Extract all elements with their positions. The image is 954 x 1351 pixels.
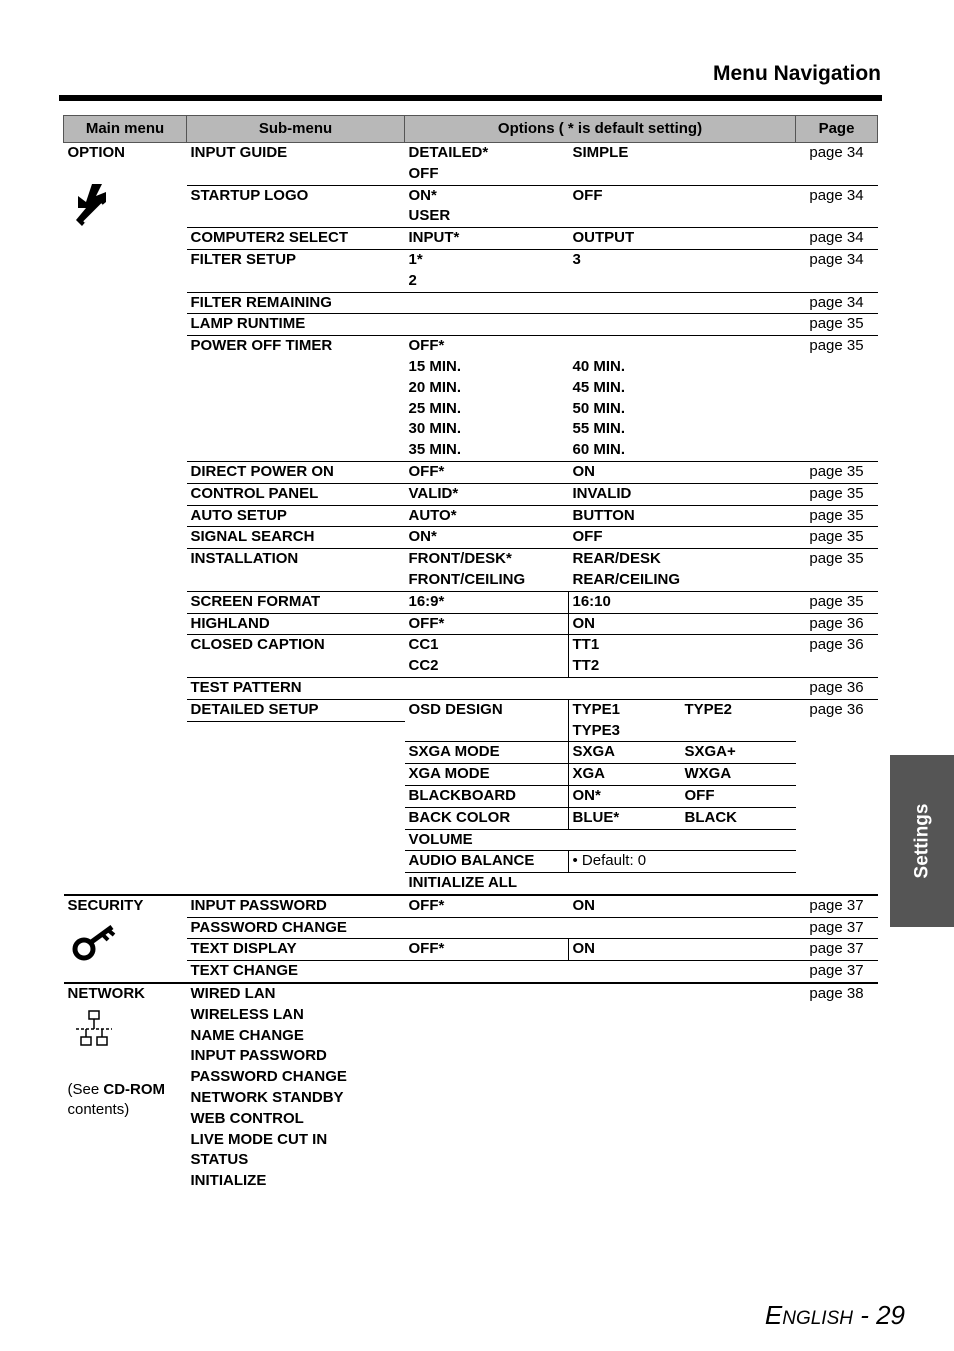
- options-input-guide: [405, 143, 796, 186]
- table-row: [64, 917, 878, 939]
- list-item: NETWORK STANDBY: [190, 1089, 344, 1107]
- option-value: TT2: [572, 657, 600, 675]
- network-note: [68, 1080, 183, 1122]
- page-ref: page 35: [796, 549, 878, 592]
- options-screen-format: [405, 591, 796, 613]
- option-value: 40 MIN.: [572, 357, 626, 375]
- option-value: OUTPUT: [572, 229, 635, 247]
- options-computer2-select: [405, 228, 796, 250]
- detail-row-blackboard: [405, 786, 796, 808]
- page-ref: page 34: [796, 292, 878, 314]
- option-value: INVALID: [572, 484, 632, 502]
- option-value: 25 MIN.: [408, 399, 462, 417]
- page-ref: page 35: [796, 483, 878, 505]
- option-value: OFF: [408, 164, 439, 182]
- options-filter-setup: [405, 249, 796, 292]
- option-value: 2: [408, 271, 417, 289]
- option-value: FRONT/DESK*: [408, 550, 512, 568]
- list-item: WEB CONTROL: [190, 1109, 304, 1127]
- option-value: 16:9*: [405, 592, 569, 613]
- detail-label: AUDIO BALANCE: [405, 851, 569, 872]
- page-ref: page 35: [796, 527, 878, 549]
- option-value: INPUT*: [408, 229, 460, 247]
- menu-navigation-table: [63, 115, 878, 1192]
- option-value: CC1: [405, 635, 569, 656]
- page-ref: page 34: [796, 185, 878, 228]
- options-highland: [405, 613, 796, 635]
- sub-lamp-runtime: LAMP RUNTIME: [187, 314, 796, 336]
- sub-label: DETAILED SETUP: [187, 700, 405, 722]
- table-row: [64, 527, 878, 549]
- option-value: OFF*: [405, 939, 569, 960]
- detail-row-sxga: [405, 742, 796, 764]
- option-value: FRONT/CEILING: [408, 570, 526, 588]
- page-ref: page 34: [796, 249, 878, 292]
- option-value: CC2: [405, 656, 569, 677]
- table-row: [64, 461, 878, 483]
- options-direct-power-on: [405, 461, 796, 483]
- option-value: TT1: [572, 636, 600, 654]
- sub-direct-power-on: DIRECT POWER ON: [187, 461, 405, 483]
- table-row: [64, 613, 878, 635]
- option-value: AUTO*: [408, 506, 457, 524]
- page-ref: page 35: [796, 314, 878, 336]
- option-value: VALID*: [408, 484, 459, 502]
- detail-label: SXGA MODE: [405, 742, 569, 763]
- option-value: 3: [572, 250, 581, 268]
- option-value: DETAILED*: [408, 144, 489, 161]
- option-value: TYPE2: [684, 700, 733, 718]
- sub-screen-format: SCREEN FORMAT: [187, 591, 405, 613]
- table-row: [64, 635, 878, 678]
- sub-input-password: INPUT PASSWORD: [187, 895, 405, 917]
- options-startup-logo: [405, 185, 796, 228]
- settings-side-tab: [890, 755, 954, 927]
- sub-input-guide: INPUT GUIDE: [190, 144, 288, 161]
- table-row: [64, 185, 878, 228]
- table-row: [64, 505, 878, 527]
- option-value: REAR/CEILING: [572, 570, 681, 588]
- option-value: ON: [572, 462, 595, 480]
- main-menu-option: [64, 143, 187, 895]
- sub-detailed-setup: [187, 699, 405, 895]
- main-menu-network: [64, 983, 187, 1192]
- sub-installation: INSTALLATION: [187, 549, 405, 592]
- option-value: 16:10: [572, 592, 611, 610]
- option-value: ON*: [408, 528, 437, 546]
- detail-label: XGA MODE: [405, 764, 569, 785]
- option-value: 15 MIN.: [408, 357, 462, 375]
- detail-row-volume: VOLUME: [405, 830, 796, 852]
- table-row: [64, 699, 878, 895]
- options-installation: [405, 549, 796, 592]
- col-header-sub-menu: Sub-menu: [187, 116, 405, 143]
- table-row: [64, 677, 878, 699]
- page-ref: page 34: [809, 144, 864, 161]
- option-value: 35 MIN.: [408, 441, 462, 459]
- sub-highland: HIGHLAND: [187, 613, 405, 635]
- table-header-row: [64, 116, 878, 143]
- main-menu-label: SECURITY: [67, 896, 144, 914]
- option-value: OFF: [684, 786, 715, 804]
- sub-computer2-select: COMPUTER2 SELECT: [187, 228, 405, 250]
- col-header-main-menu: Main menu: [64, 116, 187, 143]
- footer-smallcaps: NGLISH: [782, 1308, 853, 1329]
- detail-row-back-color: [405, 808, 796, 830]
- table-row: [64, 143, 878, 186]
- options-power-off-timer: [405, 336, 796, 462]
- page-ref: page 37: [796, 895, 878, 917]
- list-item: WIRELESS LAN: [190, 1005, 304, 1023]
- table-row: [64, 314, 878, 336]
- sub-control-panel: CONTROL PANEL: [187, 483, 405, 505]
- option-value: OFF*: [408, 896, 445, 914]
- page-ref: page 34: [796, 228, 878, 250]
- options-auto-setup: [405, 505, 796, 527]
- table-row: [64, 895, 878, 917]
- option-value: WXGA: [684, 765, 732, 783]
- table-row: [64, 961, 878, 983]
- option-value: XGA: [572, 765, 606, 783]
- sub-text-display: TEXT DISPLAY: [187, 939, 405, 961]
- list-item: STATUS: [190, 1151, 249, 1169]
- table-row: [64, 939, 878, 961]
- network-icon: [74, 1009, 114, 1051]
- table-row: [64, 292, 878, 314]
- note-text: (See: [67, 1080, 104, 1098]
- option-value: BLACK: [684, 808, 737, 826]
- sub-signal-search: SIGNAL SEARCH: [187, 527, 405, 549]
- sub-power-off-timer: POWER OFF TIMER: [187, 336, 405, 462]
- option-value: ON: [572, 614, 595, 632]
- page-ref: page 35: [796, 461, 878, 483]
- key-icon: [72, 923, 118, 963]
- wrench-screwdriver-icon: [72, 182, 112, 228]
- note-bold: CD-ROM: [103, 1080, 166, 1098]
- sub-test-pattern: TEST PATTERN: [187, 677, 796, 699]
- list-item: WIRED LAN: [190, 985, 276, 1003]
- option-value: 1*: [408, 250, 423, 268]
- list-item: LIVE MODE CUT IN: [190, 1130, 328, 1148]
- table-row: [64, 591, 878, 613]
- option-value: 30 MIN.: [408, 420, 462, 438]
- option-value: SXGA: [572, 743, 616, 761]
- option-value: 55 MIN.: [572, 420, 626, 438]
- option-value: 45 MIN.: [572, 378, 626, 396]
- detail-label: BLACKBOARD: [405, 786, 569, 807]
- table-row: [64, 228, 878, 250]
- sub-auto-setup: AUTO SETUP: [187, 505, 405, 527]
- detail-label: BACK COLOR: [405, 808, 569, 829]
- option-value: ON*: [408, 186, 437, 204]
- option-value: OFF: [572, 186, 603, 204]
- table-row: [64, 483, 878, 505]
- main-menu-label: OPTION: [67, 144, 126, 161]
- list-item: INITIALIZE: [190, 1172, 267, 1190]
- footer-page-number: - 29: [852, 1300, 905, 1330]
- page-ref: page 37: [796, 939, 878, 961]
- option-value: REAR/DESK: [572, 550, 661, 568]
- sub-password-change: PASSWORD CHANGE: [187, 917, 796, 939]
- option-value: ON: [572, 940, 595, 958]
- table-row: [64, 249, 878, 292]
- page-footer: [765, 1300, 905, 1331]
- network-items: [187, 983, 796, 1192]
- option-value: SIMPLE: [572, 144, 629, 161]
- detail-label: OSD DESIGN: [405, 700, 569, 742]
- list-item: PASSWORD CHANGE: [190, 1068, 347, 1086]
- table-row: [64, 549, 878, 592]
- table-row: [64, 983, 878, 1192]
- main-menu-label: NETWORK: [67, 985, 145, 1003]
- option-value: OFF*: [408, 337, 445, 355]
- options-control-panel: [405, 483, 796, 505]
- page-ref: page 36: [796, 677, 878, 699]
- sub-closed-caption: CLOSED CAPTION: [187, 635, 405, 678]
- option-value: SXGA+: [684, 743, 736, 761]
- list-item: NAME CHANGE: [190, 1026, 304, 1044]
- detail-row-audio-balance: [405, 851, 796, 873]
- detail-row-initialize-all: INITIALIZE ALL: [408, 874, 518, 892]
- sub-startup-logo: STARTUP LOGO: [187, 185, 405, 228]
- option-value: OFF*: [408, 462, 445, 480]
- col-header-options: Options ( * is default setting): [405, 116, 796, 143]
- detail-row-osd: [405, 700, 796, 743]
- sub-filter-remaining: FILTER REMAINING: [187, 292, 796, 314]
- option-value: TYPE3: [572, 721, 621, 739]
- page-ref: page 36: [796, 635, 878, 678]
- option-value: OFF: [572, 528, 603, 546]
- page-ref: page 36: [796, 699, 878, 895]
- main-menu-security: [64, 895, 187, 983]
- sub-text-change: TEXT CHANGE: [187, 961, 796, 983]
- options-detailed-setup: [405, 699, 796, 895]
- header-rule: [59, 95, 882, 101]
- table-row: [64, 336, 878, 462]
- option-value: 20 MIN.: [408, 378, 462, 396]
- page-ref: page 38: [796, 983, 878, 1192]
- page-ref: page 35: [796, 336, 878, 462]
- page-ref: page 37: [796, 917, 878, 939]
- options-input-password: [405, 895, 796, 917]
- option-value: USER: [408, 207, 451, 225]
- side-tab-label: Settings: [911, 803, 933, 879]
- page-ref: page 35: [796, 505, 878, 527]
- option-value: BUTTON: [572, 506, 635, 524]
- footer-initial: E: [764, 1300, 783, 1330]
- page-ref: page 35: [796, 591, 878, 613]
- page-header-title: Menu Navigation: [712, 62, 881, 85]
- sub-filter-setup: FILTER SETUP: [187, 249, 405, 292]
- option-value: • Default: 0: [572, 852, 647, 870]
- note-text: contents): [67, 1101, 130, 1119]
- options-signal-search: [405, 527, 796, 549]
- detail-row-xga: [405, 764, 796, 786]
- option-value: ON: [572, 896, 595, 914]
- options-text-display: [405, 939, 796, 961]
- option-value: 60 MIN.: [572, 441, 626, 459]
- page-ref: page 36: [796, 613, 878, 635]
- option-value: 50 MIN.: [572, 399, 626, 417]
- option-value: ON*: [572, 786, 601, 804]
- options-closed-caption: [405, 635, 796, 678]
- option-value: TYPE1: [572, 700, 621, 718]
- option-value: OFF*: [405, 614, 569, 635]
- list-item: INPUT PASSWORD: [190, 1047, 327, 1065]
- option-value: BLUE*: [572, 808, 620, 826]
- col-header-page: Page: [796, 116, 878, 143]
- page-ref: page 37: [796, 961, 878, 983]
